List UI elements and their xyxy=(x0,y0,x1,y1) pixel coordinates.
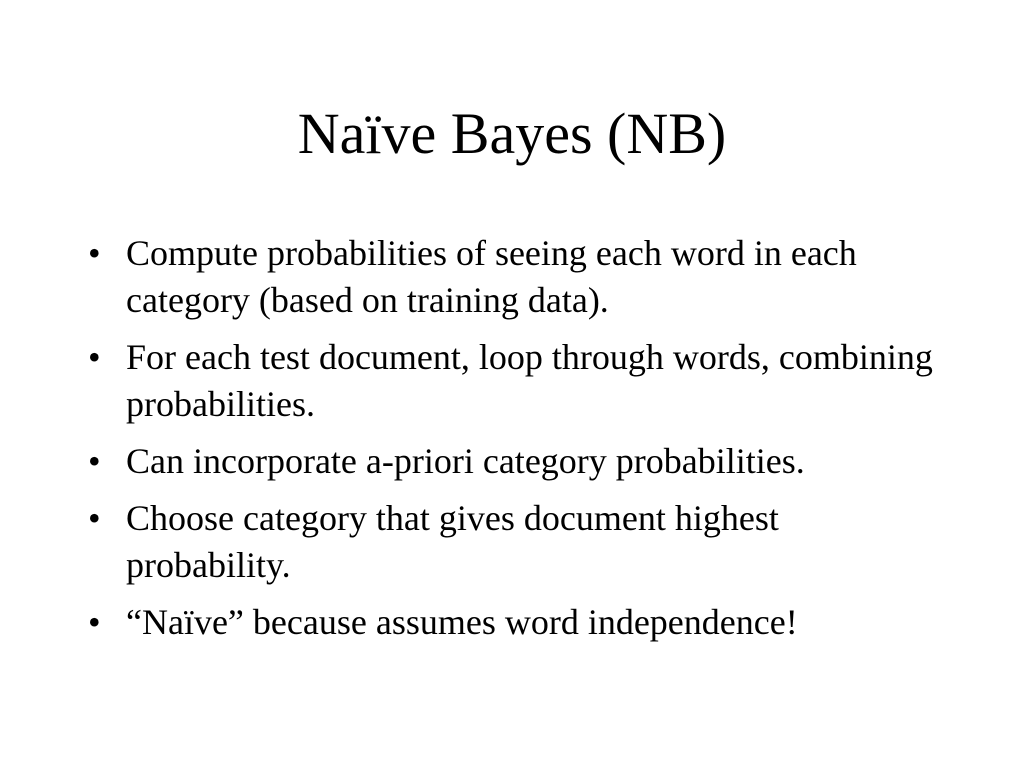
bullet-text: Can incorporate a-priori category probabilities. xyxy=(126,441,805,481)
bullet-icon: • xyxy=(88,337,101,377)
slide-title: Naïve Bayes (NB) xyxy=(297,101,727,166)
bullet-item xyxy=(88,438,948,485)
bullet-item xyxy=(88,230,948,324)
bullet-icon: • xyxy=(88,233,101,273)
bullet-text: Choose category that gives document highest probability. xyxy=(126,498,779,585)
bullet-item xyxy=(88,495,948,589)
bullet-icon: • xyxy=(88,602,101,642)
bullet-text: Compute probabilities of seeing each word in each category (based on training data). xyxy=(126,233,857,320)
bullet-icon: • xyxy=(88,498,101,538)
bullet-text: “Naïve” because assumes word independence! xyxy=(126,602,798,642)
bullet-list xyxy=(88,230,948,656)
bullet-item xyxy=(88,599,948,646)
bullet-item xyxy=(88,334,948,428)
bullet-icon: • xyxy=(88,441,101,481)
bullet-text: For each test document, loop through words, combining probabilities. xyxy=(126,337,933,424)
